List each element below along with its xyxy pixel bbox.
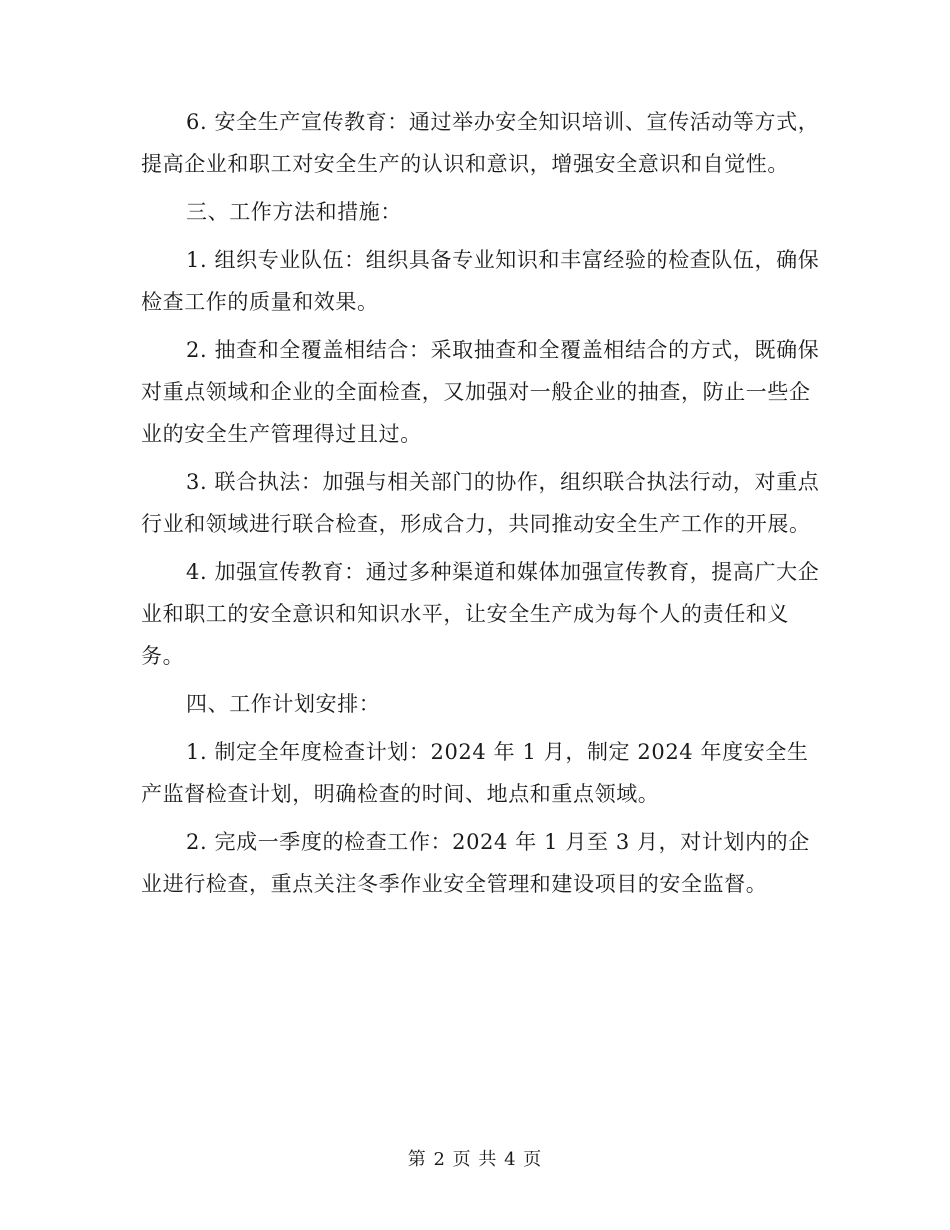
paragraph-professional-team: 1. 组织专业队伍：组织具备专业知识和丰富经验的检查队伍，确保检查工作的质量和效果。 (141, 248, 820, 314)
section-heading-methods: 三、工作方法和措施： (186, 200, 402, 224)
paragraph-joint-enforcement: 3. 联合执法：加强与相关部门的协作，组织联合执法行动，对重点行业和领域进行联合检查，形成合力，共同推动安全生产工作的开展。 (141, 470, 820, 536)
paragraph-annual-plan: 1. 制定全年度检查计划：2024 年 1 月，制定 2024 年度安全生产监督检查计划，明确检查的时间、地点和重点领域。 (141, 740, 809, 806)
page-number-footer: 第 2 页 共 4 页 (407, 1149, 543, 1170)
section-heading-work-plan: 四、工作计划安排： (186, 692, 381, 716)
paragraph-publicity-education: 6. 安全生产宣传教育：通过举办安全知识培训、宣传活动等方式，提高企业和职工对安全生产的认识和意识，增强安全意识和自觉性。 (141, 110, 820, 176)
document-body (141, 101, 821, 911)
paragraph-spot-check-coverage: 2. 抽查和全覆盖相结合：采取抽查和全覆盖相结合的方式，既确保对重点领域和企业的全面检查，又加强对一般企业的抽查，防止一些企业的安全生产管理得过且过。 (141, 338, 820, 446)
paragraph-first-quarter: 2. 完成一季度的检查工作：2024 年 1 月至 3 月，对计划内的企业进行检查，重点关注冬季作业安全管理和建设项目的安全监督。 (141, 830, 810, 896)
paragraph-strengthen-education: 4. 加强宣传教育：通过多种渠道和媒体加强宣传教育，提高广大企业和职工的安全意识和知识水平，让安全生产成为每个人的责任和义务。 (141, 560, 820, 668)
